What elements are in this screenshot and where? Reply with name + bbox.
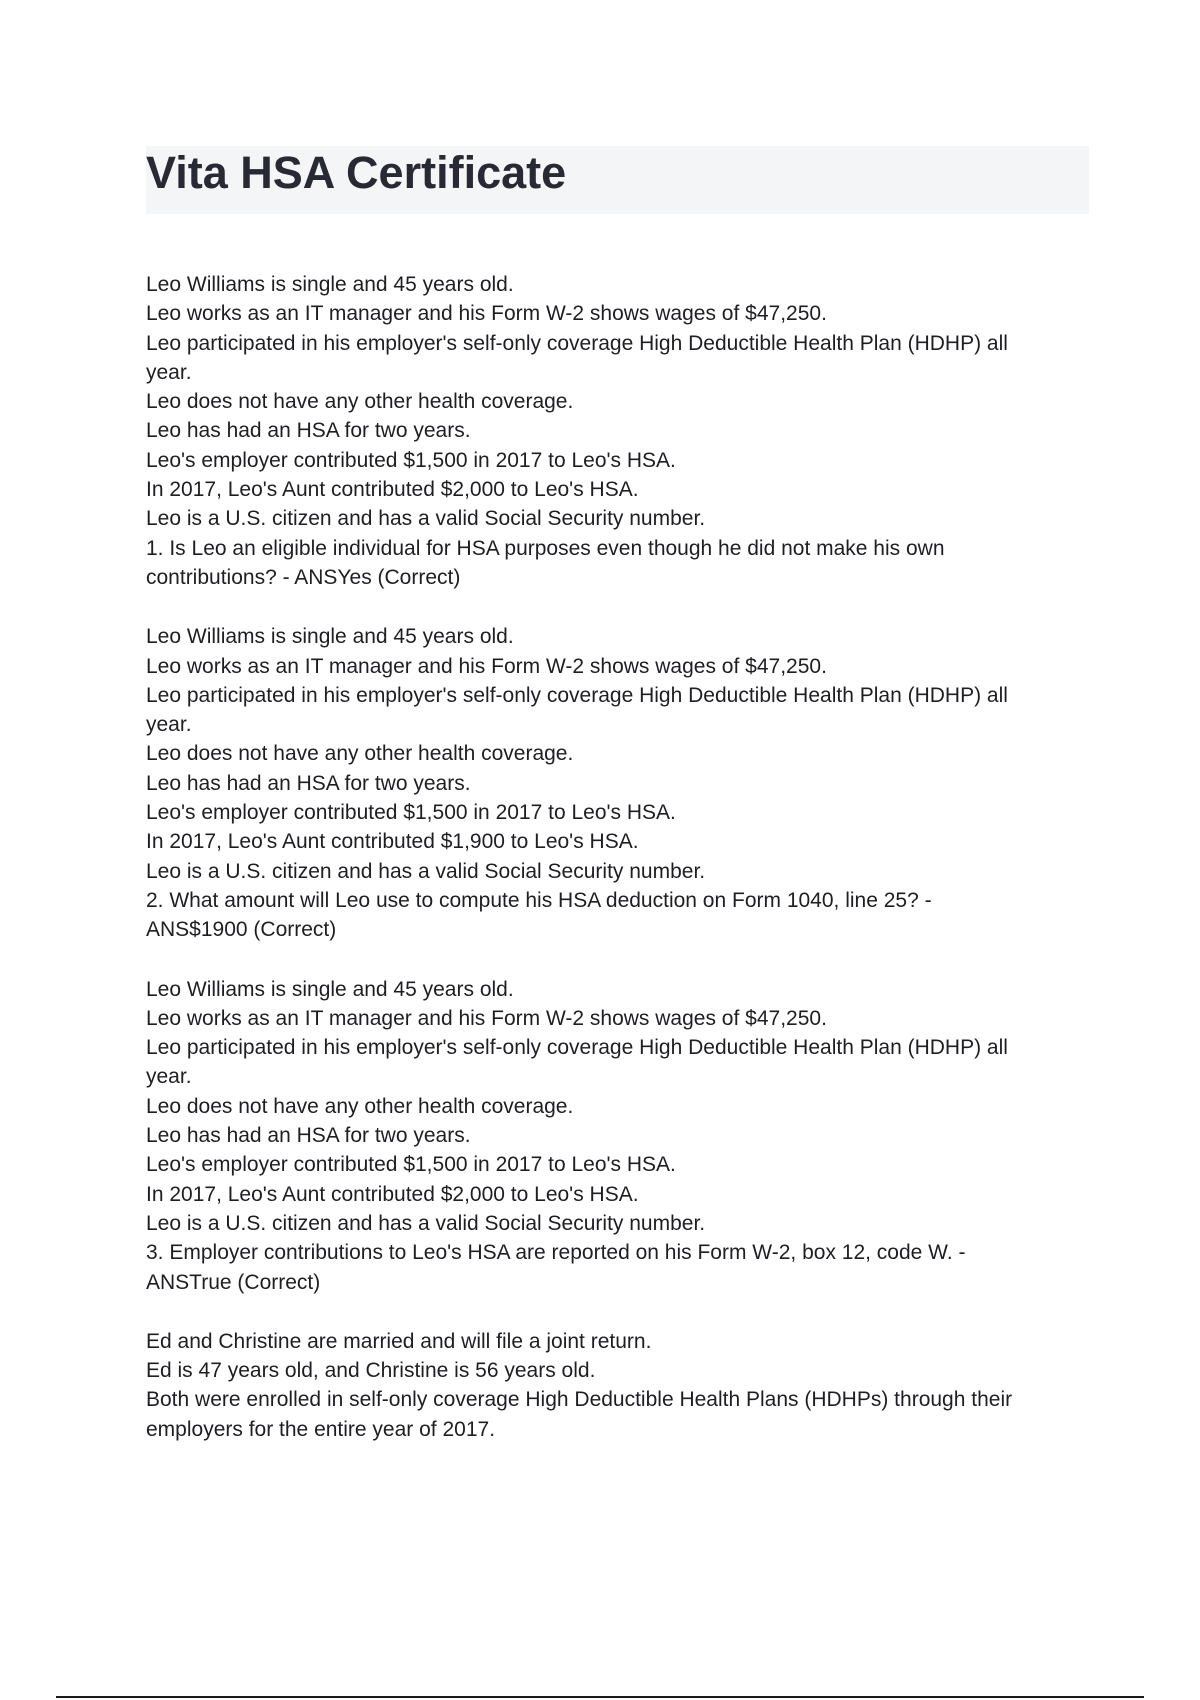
text-line: Ed is 47 years old, and Christine is 56 years old. bbox=[146, 1359, 596, 1383]
text-line: Leo Williams is single and 45 years old. bbox=[146, 977, 514, 1001]
page-title: Vita HSA Certificate bbox=[146, 147, 567, 198]
text-line: Leo participated in his employer's self-only coverage High Deductible Health Plan (HDHP) all bbox=[146, 683, 1008, 707]
answer-text: ANS$1900 (Correct) bbox=[146, 918, 337, 942]
text-line: Leo is a U.S. citizen and has a valid Social Security number. bbox=[146, 1211, 706, 1235]
text-line: Leo is a U.S. citizen and has a valid Social Security number. bbox=[146, 507, 706, 531]
text-line: Leo's employer contributed $1,500 in 2017 to Leo's HSA. bbox=[146, 801, 676, 825]
text-line: employers for the entire year of 2017. bbox=[146, 1417, 496, 1441]
text-line: Leo Williams is single and 45 years old. bbox=[146, 273, 514, 296]
question-block-4 bbox=[146, 1327, 1086, 1444]
text-line: Leo does not have any other health coverage. bbox=[146, 742, 574, 766]
text-line: Leo works as an IT manager and his Form W-2 shows wages of $47,250. bbox=[146, 302, 827, 326]
text-line: In 2017, Leo's Aunt contributed $1,900 to Leo's HSA. bbox=[146, 830, 639, 854]
text-line: In 2017, Leo's Aunt contributed $2,000 to Leo's HSA. bbox=[146, 1182, 639, 1206]
question-block-1 bbox=[146, 270, 1086, 592]
title-banner bbox=[146, 146, 1089, 214]
text-line: In 2017, Leo's Aunt contributed $2,000 to Leo's HSA. bbox=[146, 478, 639, 502]
text-line: Ed and Christine are married and will file a joint return. bbox=[146, 1329, 652, 1353]
text-line: Leo participated in his employer's self-only coverage High Deductible Health Plan (HDHP) all bbox=[146, 1036, 1008, 1060]
question-text: 1. Is Leo an eligible individual for HSA purposes even though he did not make his own bbox=[146, 536, 945, 560]
text-line: Leo does not have any other health coverage. bbox=[146, 390, 574, 414]
question-text: 3. Employer contributions to Leo's HSA are reported on his Form W-2, box 12, code W. - bbox=[146, 1241, 966, 1265]
answer-text: ANSTrue (Correct) bbox=[146, 1270, 321, 1294]
text-line: Leo has had an HSA for two years. bbox=[146, 419, 471, 443]
text-line: Both were enrolled in self-only coverage High Deductible Health Plans (HDHPs) through their bbox=[146, 1388, 1013, 1412]
text-line: year. bbox=[146, 360, 192, 384]
text-line: Leo participated in his employer's self-only coverage High Deductible Health Plan (HDHP) all bbox=[146, 331, 1008, 355]
text-line: Leo is a U.S. citizen and has a valid Social Security number. bbox=[146, 859, 706, 883]
text-line: year. bbox=[146, 1065, 192, 1089]
footer-divider bbox=[56, 1696, 1144, 1698]
question-block-3 bbox=[146, 975, 1086, 1297]
question-text: 2. What amount will Leo use to compute his HSA deduction on Form 1040, line 25? - bbox=[146, 888, 932, 912]
question-block-2 bbox=[146, 622, 1086, 944]
text-line: Leo works as an IT manager and his Form W-2 shows wages of $47,250. bbox=[146, 1006, 827, 1030]
answer-text: contributions? - ANSYes (Correct) bbox=[146, 565, 461, 589]
text-line: year. bbox=[146, 713, 192, 737]
text-line: Leo does not have any other health coverage. bbox=[146, 1094, 574, 1118]
text-line: Leo's employer contributed $1,500 in 2017 to Leo's HSA. bbox=[146, 1153, 676, 1177]
text-line: Leo works as an IT manager and his Form W-2 shows wages of $47,250. bbox=[146, 654, 827, 678]
document-body bbox=[146, 270, 1086, 1474]
text-line: Leo has had an HSA for two years. bbox=[146, 1124, 471, 1148]
text-line: Leo's employer contributed $1,500 in 2017 to Leo's HSA. bbox=[146, 448, 676, 472]
text-line: Leo Williams is single and 45 years old. bbox=[146, 625, 514, 649]
text-line: Leo has had an HSA for two years. bbox=[146, 771, 471, 795]
